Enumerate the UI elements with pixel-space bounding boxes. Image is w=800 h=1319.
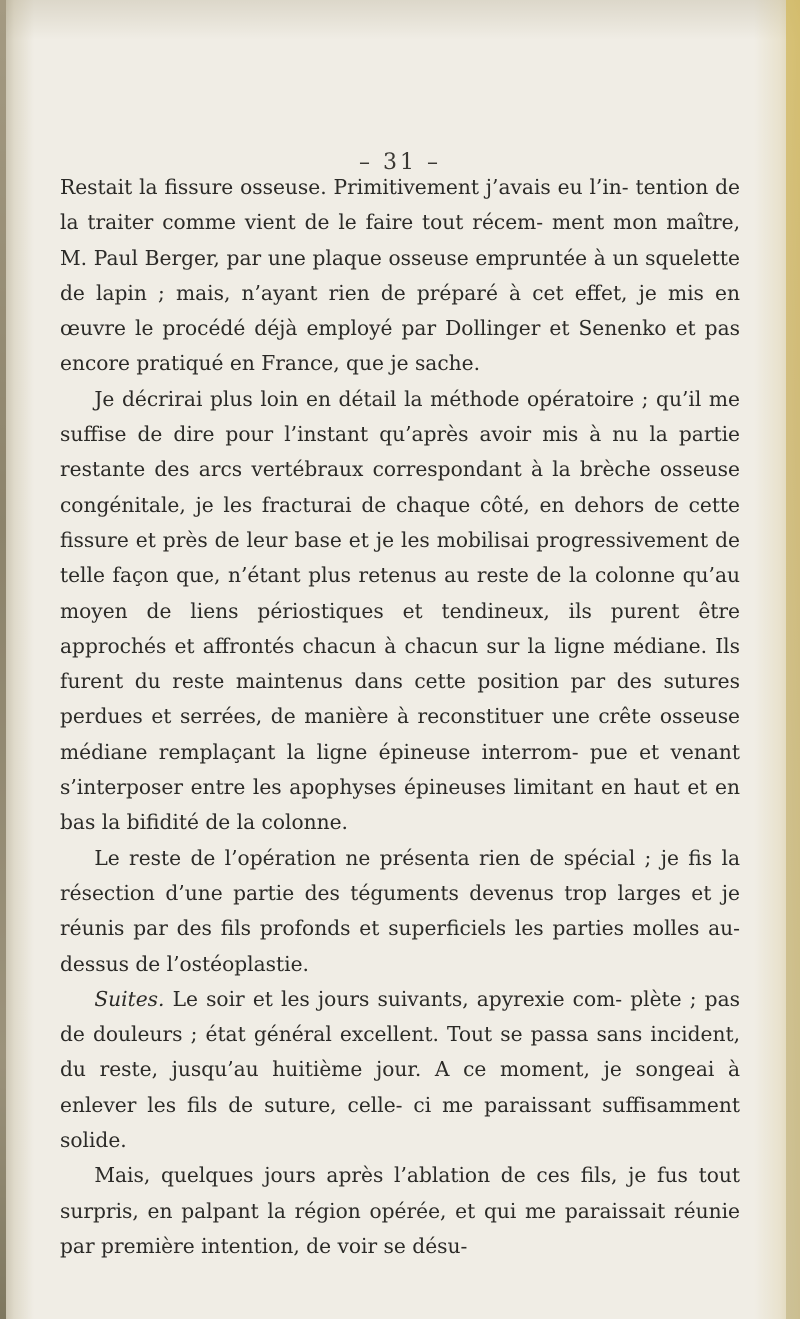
page-right-edge [786,0,800,1319]
page-number: – 31 – [359,150,441,175]
paragraph-4 [60,982,740,1158]
paragraph-2: Je décrirai plus loin en détail la méthode opératoire ; qu’il me suffise de dire pour l’instant qu’après avoir mis à nu la partie restante des arcs vertébraux correspondant à la brèche osseuse congénitale, je les fracturai de chaque côté, en dehors de cette fissure et près de leur base et je les mobilisai progressivement de telle façon que, n’étant plus retenus au reste de la colonne qu’au moyen de liens périostiques et tendineux, ils purent être approchés et affrontés chacun à chacun sur la ligne médiane. Ils furent du reste maintenus dans cette position par des sutures perdues et serrées, de manière à reconstituer une crête osseuse médiane remplaçant la ligne épineuse interrom- pue et venant s’interposer entre les apophyses épineuses limitant en haut et en bas la bifidité de la colonne. [60,386,740,835]
paragraph-3: Le reste de l’opération ne présenta rien de spécial ; je fis la résection d’une partie des téguments devenus trop larges et je réunis par des fils profonds et superficiels les parties molles au-dessus de l’ostéoplastie. [60,845,740,976]
paragraph-4-lead: Suites. [94,986,165,1011]
paragraph-5: Mais, quelques jours après l’ablation de ces fils, je fus tout surpris, en palpant la région opérée, et qui me paraissait réunie par première intention, de voir se désu- [60,1163,740,1258]
body-text [60,170,740,1264]
paragraph-1: Restait la fissure osseuse. Primitivement j’avais eu l’in- tention de la traiter comme vient de le faire tout récem- ment mon maître, M. Paul Berger, par une plaque osseuse empruntée à un squelette de lapin ; mais, n’ayant rien de préparé à cet effet, je mis en œuvre le procédé déjà employé par Dollinger et Senenko et pas encore pratiqué en France, que je sache. [60,175,740,376]
paragraph-4-text: Le soir et les jours suivants, apyrexie com- plète ; pas de douleurs ; état général excellent. Tout se passa sans incident, du reste, jusqu’au huitième jour. A ce moment, je songeai à enlever les fils de suture, celle- ci me paraissant suffisamment solide. [60,986,740,1153]
page-left-edge [0,0,6,1319]
